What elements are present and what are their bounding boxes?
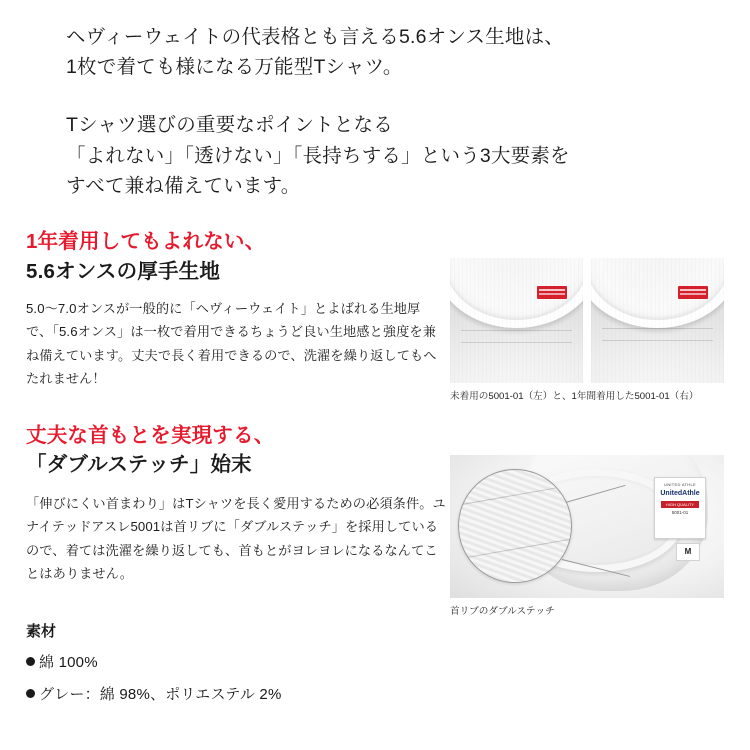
section2-heading-line-1: 丈夫な首もとを実現する、 xyxy=(26,423,275,447)
intro-line-5: すべて兼ね備えています。 xyxy=(66,174,301,197)
section2-text-column xyxy=(26,421,446,586)
section2-photo-group xyxy=(450,455,724,617)
brand-label-red-bar: HIGH QUALITY xyxy=(661,501,699,508)
section1-text-column xyxy=(26,227,446,390)
unworn-tshirt-collar-photo xyxy=(450,258,583,383)
section2-body-text: 「伸びにくい首まわり」はTシャツを長く愛用するための必須条件。ユナイテッドアスレ5001は首リブに「ダブルステッチ」を採用しているので、着ては洗濯を繰り返しても、首もとがヨレヨレになるなんてことはありません。 xyxy=(26,495,446,582)
section1-body-text: 5.0〜7.0オンスが一般的に「ヘヴィーウェイト」とよばれる生地厚で、「5.6オンス」は一枚で着用できるちょうど良い生地感と強度を兼ね備えています。丈夫で長く着用できるので、洗濯を繰り返してもへたれません！ xyxy=(26,300,437,387)
intro-line-2: 1枚で着ても様になる万能型Tシャツ。 xyxy=(66,56,403,79)
intro-line-3: Tシャツ選びの重要なポイントとなる xyxy=(66,114,393,137)
neck-rib-double-stitch-photo xyxy=(450,455,724,598)
size-tag: M xyxy=(676,543,700,561)
section1-photo-caption: 未着用の5001-01（左）と、1年間着用した5001-01（右） xyxy=(450,391,699,402)
fabric-texture xyxy=(450,258,583,383)
magnified-stitch-detail xyxy=(458,469,572,583)
bullet-icon xyxy=(26,657,35,666)
section1-heading-line-1: 1年着用してもよれない、 xyxy=(26,230,266,254)
worn-tshirt-collar-photo xyxy=(591,258,724,383)
section1-heading-line-2: 5.6オンスの厚手生地 xyxy=(26,259,221,283)
section1-photo-group xyxy=(450,258,724,402)
material-item xyxy=(26,652,526,674)
brand-label-code: 5001-01 xyxy=(671,510,689,516)
bullet-icon xyxy=(26,689,35,698)
section2-photo-caption: 首リブのダブルステッチ xyxy=(450,606,555,617)
intro-paragraph-1 xyxy=(66,22,724,82)
section2-heading xyxy=(26,421,446,480)
section2-heading-line-2: 「ダブルステッチ」始末 xyxy=(26,453,252,477)
material-item-label: グレー：綿 98%、ポリエステル 2% xyxy=(39,685,282,703)
material-section xyxy=(26,620,526,716)
intro-line-1: ヘヴィーウェイトの代表格とも言える5.6オンス生地は、 xyxy=(66,26,564,48)
brand-neck-label xyxy=(654,477,706,539)
section1-photo-pair xyxy=(450,258,724,383)
fabric-texture xyxy=(591,258,724,383)
material-title: 素材 xyxy=(26,623,57,640)
intro-paragraph-2 xyxy=(66,110,724,201)
material-item xyxy=(26,684,526,706)
brand-label-name: UnitedAthle xyxy=(660,490,700,498)
brand-label-top-text: UNITED ATHLE xyxy=(664,482,696,487)
material-item-label: 綿 100% xyxy=(39,654,98,671)
intro-line-4: 「よれない」「透けない」「長持ちする」という3大要素を xyxy=(66,144,570,167)
section1-heading xyxy=(26,227,446,286)
